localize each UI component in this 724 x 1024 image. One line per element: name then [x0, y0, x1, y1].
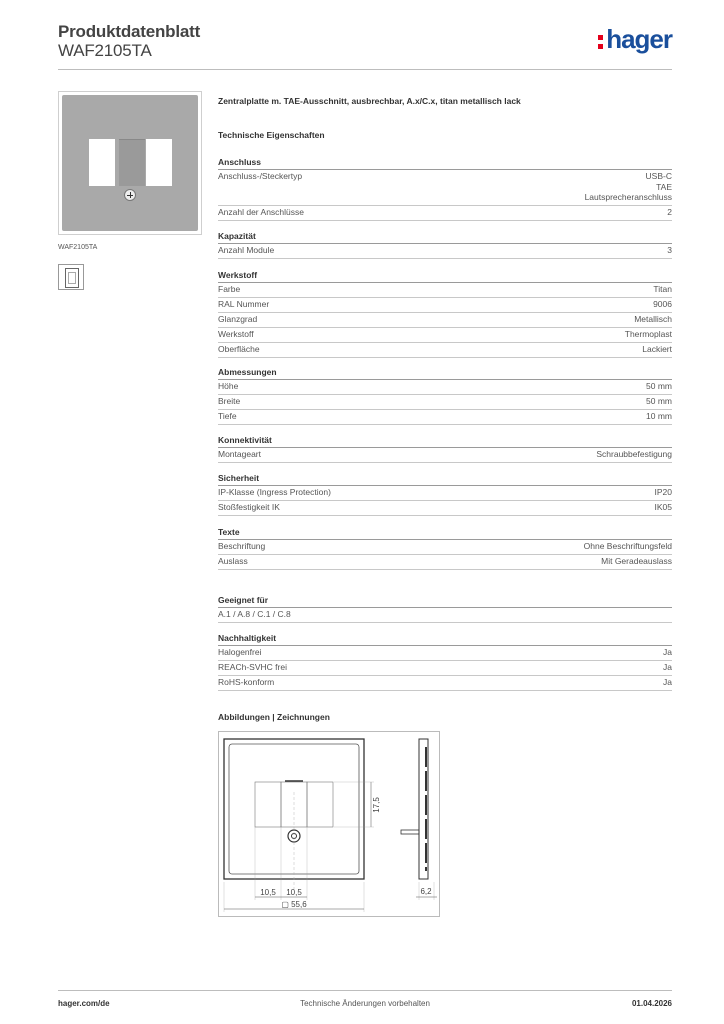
spec-section	[218, 632, 672, 691]
spec-value	[634, 314, 672, 325]
spec-label: Breite	[218, 396, 241, 406]
spec-value-line: Metallisch	[634, 314, 672, 324]
spec-value-line: Lackiert	[642, 344, 672, 354]
spec-row	[218, 313, 672, 328]
spec-value	[653, 299, 672, 310]
footer-website-link[interactable]: hager.com/de	[58, 999, 110, 1008]
section-title: Kapazität	[218, 230, 672, 244]
page-title: Produktdatenblatt	[58, 22, 201, 41]
spec-row	[218, 608, 672, 623]
spec-row	[218, 206, 672, 221]
tech-heading: Technische Eigenschaften	[218, 130, 325, 140]
screw-icon	[124, 189, 136, 201]
spec-label: Halogenfrei	[218, 647, 262, 657]
spec-value-line: Lautsprecheranschluss	[584, 192, 672, 202]
spec-label: Farbe	[218, 284, 241, 294]
spec-label: Anzahl der Anschlüsse	[218, 206, 304, 217]
spec-value	[655, 487, 673, 498]
technical-drawing	[218, 731, 440, 917]
spec-value	[642, 344, 672, 355]
spec-label: RoHS-konform	[218, 677, 275, 687]
spec-label: RAL Nummer	[218, 299, 270, 309]
spec-value-line: 50 mm	[646, 396, 672, 406]
footer	[58, 990, 672, 1020]
product-description: Zentralplatte m. TAE-Ausschnitt, ausbrechbar, A.x/C.x, titan metallisch lack	[218, 96, 521, 106]
spec-value-line: Schraubbefestigung	[596, 449, 672, 459]
section-title: Werkstoff	[218, 269, 672, 283]
image-caption: WAF2105TA	[58, 244, 98, 251]
thumbnail-icon[interactable]	[58, 264, 84, 290]
spec-value	[655, 502, 673, 513]
spec-row	[218, 244, 672, 259]
section-title: Geeignet für	[218, 594, 672, 608]
spec-value-line: 3	[667, 245, 672, 255]
spec-row	[218, 298, 672, 313]
spec-value	[596, 449, 672, 460]
spec-value-line: Mit Geradeauslass	[601, 556, 672, 566]
spec-row	[218, 661, 672, 676]
spec-row	[218, 328, 672, 343]
spec-row	[218, 540, 672, 555]
spec-value	[646, 396, 672, 407]
spec-label: Montageart	[218, 449, 261, 459]
spec-label: Höhe	[218, 381, 239, 391]
spec-value-line: Ja	[663, 647, 672, 657]
spec-row	[218, 646, 672, 661]
spec-label: Anschluss-/Steckertyp	[218, 171, 303, 181]
spec-value-line: 2	[667, 206, 672, 217]
spec-value-line: 50 mm	[646, 381, 672, 391]
spec-row	[218, 170, 672, 206]
footer-disclaimer: Technische Änderungen vorbehalten	[300, 999, 430, 1008]
spec-row	[218, 343, 672, 358]
spec-row	[218, 395, 672, 410]
header	[58, 20, 672, 70]
spec-row	[218, 380, 672, 395]
spec-value	[667, 207, 672, 218]
spec-label: Tiefe	[218, 411, 237, 421]
dim-label-a: 10,5	[260, 888, 276, 897]
spec-value	[653, 284, 672, 295]
spec-value-line: 10 mm	[646, 411, 672, 421]
spec-label: IP-Klasse (Ingress Protection)	[218, 487, 331, 497]
spec-label: Auslass	[218, 556, 248, 566]
spec-value-line: Ohne Beschriftungsfeld	[583, 541, 672, 551]
spec-value-line: Thermoplast	[624, 329, 672, 339]
spec-value-line: 9006	[653, 299, 672, 309]
spec-row	[218, 410, 672, 425]
spec-value	[663, 662, 672, 673]
spec-label: Beschriftung	[218, 541, 266, 551]
spec-value	[663, 677, 672, 688]
spec-label: Oberfläche	[218, 344, 260, 354]
spec-row	[218, 555, 672, 570]
spec-value	[625, 329, 672, 340]
footer-date: 01.04.2026	[631, 999, 672, 1008]
section-title: Sicherheit	[218, 472, 672, 486]
spec-value-line: Ja	[663, 677, 672, 687]
spec-label: Glanzgrad	[218, 314, 258, 324]
spec-section	[218, 230, 672, 259]
section-title: Abmessungen	[218, 366, 672, 380]
hager-logo: hager	[598, 24, 672, 55]
spec-label: REACh-SVHC frei	[218, 662, 287, 672]
spec-value	[667, 245, 672, 256]
spec-section	[218, 269, 672, 358]
spec-value	[646, 411, 672, 422]
spec-value-line: TAE	[656, 181, 672, 192]
spec-section	[218, 366, 672, 425]
spec-value-line: IK05	[654, 502, 672, 512]
section-title: Nachhaltigkeit	[218, 632, 672, 646]
spec-value-line: USB-C	[645, 171, 672, 181]
section-title: Texte	[218, 526, 672, 540]
spec-label: Stoßfestigkeit IK	[218, 502, 280, 512]
spec-label: Anzahl Module	[218, 245, 275, 255]
spec-row	[218, 448, 672, 463]
spec-value	[584, 541, 672, 552]
spec-section	[218, 526, 672, 570]
spec-value	[601, 556, 672, 567]
spec-section	[218, 594, 672, 623]
spec-row	[218, 676, 672, 691]
spec-value	[585, 171, 672, 203]
spec-value-line: Ja	[663, 662, 672, 672]
dim-label-height: 17,5	[372, 797, 381, 813]
spec-value	[646, 381, 672, 392]
drawings-heading: Abbildungen | Zeichnungen	[218, 712, 330, 722]
spec-row	[218, 486, 672, 501]
spec-section	[218, 472, 672, 516]
spec-value	[663, 647, 672, 658]
section-title: Anschluss	[218, 156, 672, 170]
dim-label-b: 10,5	[286, 888, 302, 897]
dim-label-depth: 6,2	[420, 887, 432, 896]
spec-value-line: IP20	[654, 487, 672, 497]
dim-label-width: ▢ 55,6	[281, 900, 307, 909]
spec-label: A.1 / A.8 / C.1 / C.8	[218, 609, 291, 619]
spec-label: Werkstoff	[218, 329, 254, 339]
spec-section	[218, 156, 672, 221]
product-image	[58, 91, 202, 235]
spec-section	[218, 434, 672, 463]
article-number: WAF2105TA	[58, 41, 152, 60]
spec-value-line: Titan	[653, 284, 672, 294]
spec-row	[218, 501, 672, 516]
spec-row	[218, 283, 672, 298]
section-title: Konnektivität	[218, 434, 672, 448]
